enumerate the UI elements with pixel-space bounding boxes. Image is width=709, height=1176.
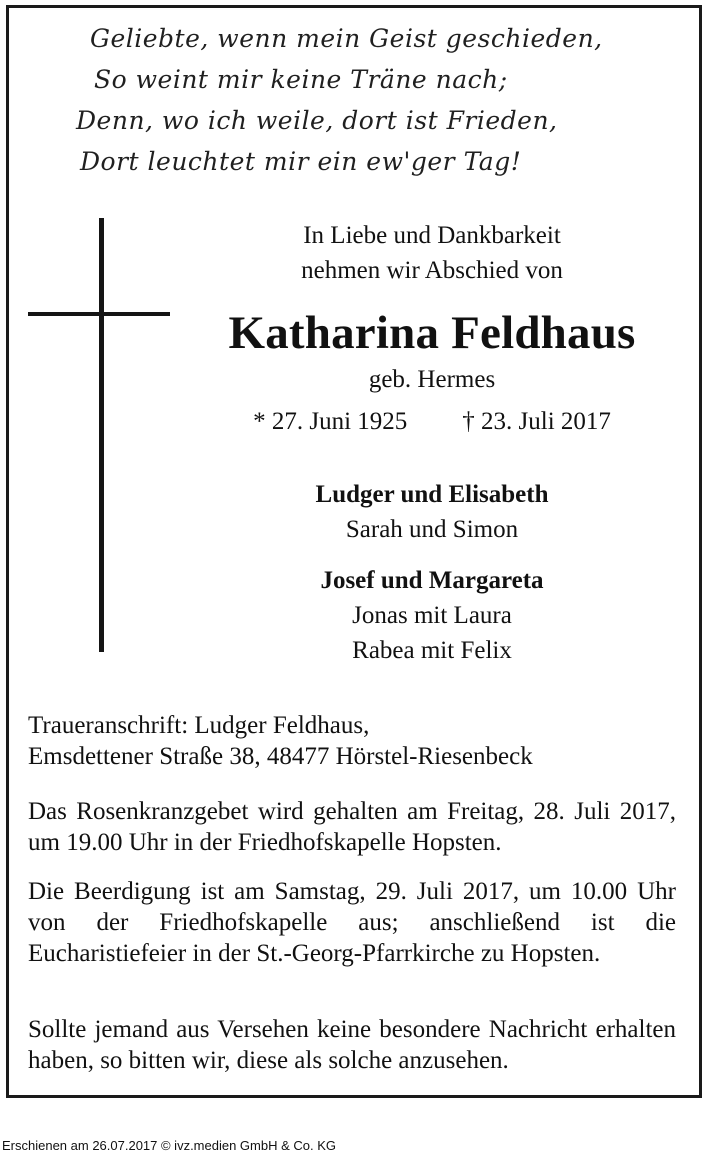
family-head: Ludger und Elisabeth — [315, 481, 549, 508]
cross-horizontal-bar — [28, 312, 170, 316]
mourning-address — [28, 710, 676, 772]
address-line: Emsdettener Straße 38, 48477 Hörstel-Riesenbeck — [28, 743, 533, 770]
paragraph: Sollte jemand aus Versehen keine besondere Nachricht erhalten haben, so bitten wir, diese als solche anzusehen. — [28, 1016, 676, 1074]
family-member: Sarah und Simon — [345, 516, 519, 543]
cross-vertical-bar — [99, 218, 104, 652]
handwritten-poem — [76, 18, 650, 182]
deceased-name: Katharina Feldhaus — [228, 307, 636, 359]
publication-footer: Erschienen am 26.07.2017 © ivz.medien GmbH & Co. KG — [2, 1138, 337, 1153]
birth-date: * 27. Juni 1925 — [253, 408, 408, 435]
paragraph: Das Rosenkranzgebet wird gehalten am Freitag, 28. Juli 2017, um 19.00 Uhr in der Friedhofskapelle Hopsten. — [28, 798, 676, 856]
poem-line: Dort leuchtet mir ein ew'ger Tag! — [80, 147, 522, 176]
life-dates — [182, 408, 682, 436]
intro-line: nehmen wir Abschied von — [301, 257, 563, 284]
poem-line: Denn, wo ich weile, dort ist Frieden, — [76, 106, 558, 135]
closing-notice — [28, 1014, 676, 1076]
poem-line: Geliebte, wenn mein Geist geschieden, — [90, 24, 603, 53]
rosary-notice — [28, 796, 676, 858]
family-member: Rabea mit Felix — [352, 637, 512, 664]
family-group — [182, 477, 682, 547]
intro-text — [182, 218, 682, 288]
family-head: Josef und Margareta — [320, 567, 544, 594]
address-line: Traueranschrift: Ludger Feldhaus, — [28, 712, 370, 739]
intro-line: In Liebe und Dankbarkeit — [303, 222, 561, 249]
death-date: † 23. Juli 2017 — [462, 408, 611, 435]
family-member: Jonas mit Laura — [352, 602, 512, 629]
funeral-notice — [28, 876, 676, 969]
poem-line: So weint mir keine Träne nach; — [94, 65, 508, 94]
paragraph: Die Beerdigung ist am Samstag, 29. Juli 2017, um 10.00 Uhr von der Friedhofskapelle aus; anschließend ist die Eucharistiefeier in der St.-Georg-Pfarrkirche zu Hopsten. — [28, 878, 676, 967]
family-group — [182, 563, 682, 668]
birth-name: geb. Hermes — [368, 366, 496, 393]
